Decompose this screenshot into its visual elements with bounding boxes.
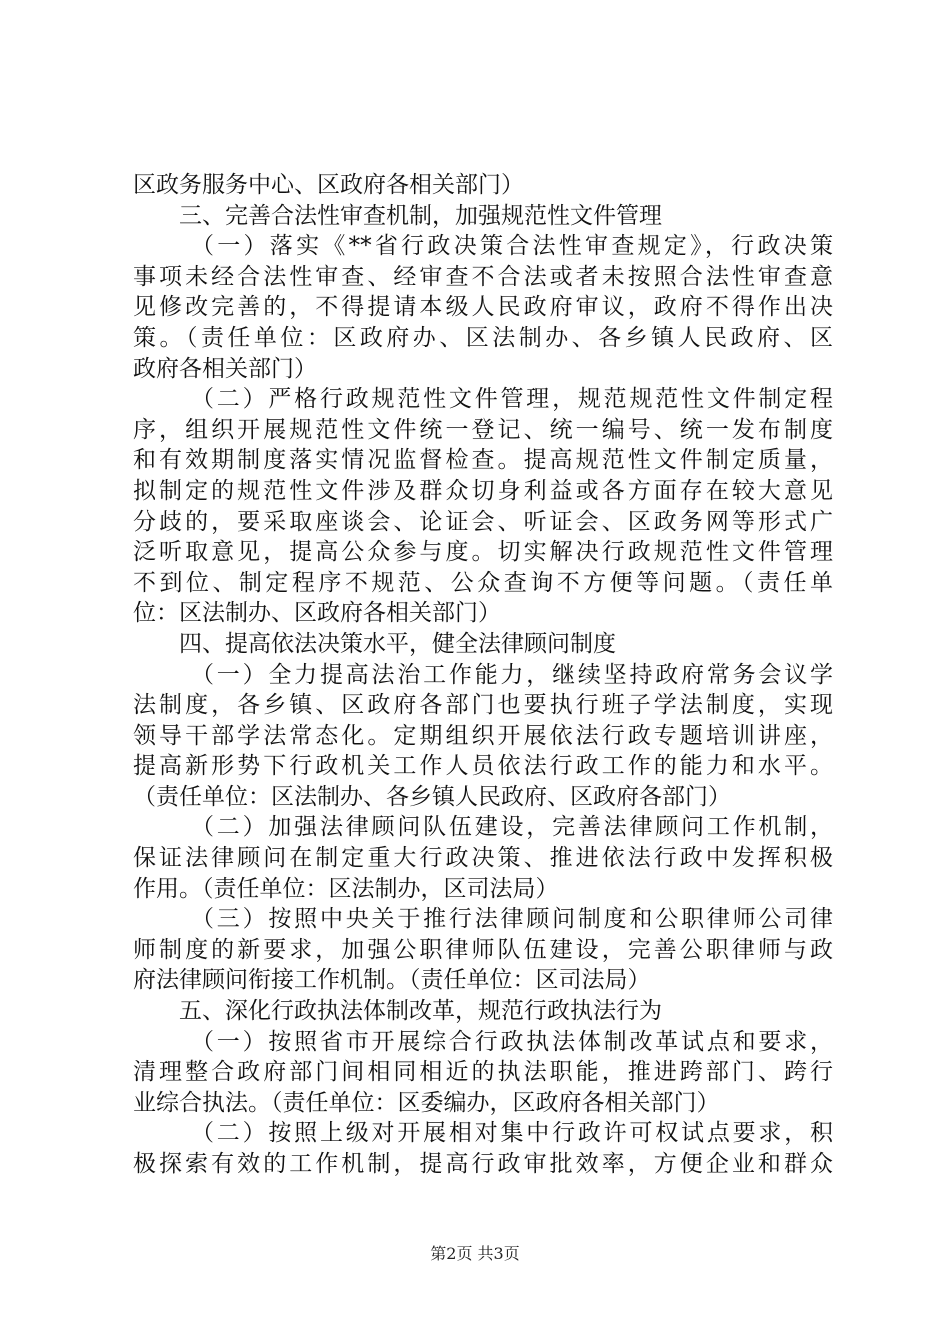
text-line: 清理整合政府部门间相同相近的执法职能，推进跨部门、跨行 — [133, 1059, 833, 1086]
text-line: 序，组织开展规范性文件统一登记、统一编号、统一发布制度 — [133, 416, 833, 443]
text-line: 拟制定的规范性文件涉及群众切身利益或各方面存在较大意见 — [133, 477, 833, 504]
text-line: （一）全力提高法治工作能力，继续坚持政府常务会议学 — [191, 661, 833, 688]
text-line: 师制度的新要求，加强公职律师队伍建设，完善公职律师与政 — [133, 936, 833, 963]
text-line: 四、提高依法决策水平，健全法律顾问制度 — [179, 630, 616, 657]
text-line: 位：区法制办、区政府各相关部门） — [133, 600, 501, 627]
page-footer: 第2页 共3页 — [430, 1244, 520, 1263]
text-line: 策。（责任单位：区政府办、区法制办、各乡镇人民政府、区 — [133, 324, 833, 351]
text-line: 五、深化行政执法体制改革，规范行政执法行为 — [179, 998, 662, 1025]
text-line: （三）按照中央关于推行法律顾问制度和公职律师公司律 — [191, 906, 833, 933]
text-line: 三、完善合法性审查机制，加强规范性文件管理 — [179, 202, 662, 229]
text-line: （二）严格行政规范性文件管理，规范规范性文件制定程 — [191, 386, 833, 413]
text-line: （责任单位：区法制办、各乡镇人民政府、区政府各部门） — [133, 783, 731, 810]
text-line: 事项未经合法性审查、经审查不合法或者未按照合法性审查意 — [133, 263, 833, 290]
text-line: 见修改完善的，不得提请本级人民政府审议，政府不得作出决 — [133, 294, 833, 321]
document-body — [133, 170, 833, 1180]
text-line: 府法律顾问衔接工作机制。（责任单位：区司法局） — [133, 967, 651, 994]
text-line: 分歧的，要采取座谈会、论证会、听证会、区政务网等形式广 — [133, 508, 833, 535]
text-line: 区政务服务中心、区政府各相关部门） — [133, 172, 524, 198]
text-line: （二）按照上级对开展相对集中行政许可权试点要求，积 — [191, 1120, 833, 1147]
text-line: 不到位、制定程序不规范、公众查询不方便等问题。（责任单 — [133, 569, 833, 596]
text-line: 法制度，各乡镇、区政府各部门也要执行班子学法制度，实现 — [133, 692, 833, 719]
text-line: 保证法律顾问在制定重大行政决策、推进依法行政中发挥积极 — [133, 845, 833, 872]
text-line: （一）落实《**省行政决策合法性审查规定》，行政决策 — [191, 233, 833, 260]
text-line: 政府各相关部门） — [133, 355, 317, 382]
text-line: 泛听取意见，提高公众参与度。切实解决行政规范性文件管理 — [133, 539, 833, 566]
text-line: （一）按照省市开展综合行政执法体制改革试点和要求， — [191, 1028, 833, 1055]
text-line: 极探索有效的工作机制，提高行政审批效率，方便企业和群众 — [133, 1151, 833, 1177]
text-line: 作用。（责任单位：区法制办，区司法局） — [133, 875, 559, 902]
text-line: 业综合执法。（责任单位：区委编办，区政府各相关部门） — [133, 1089, 720, 1116]
text-line: 领导干部学法常态化。定期组织开展依法行政专题培训讲座， — [133, 722, 833, 749]
text-line: 提高新形势下行政机关工作人员依法行政工作的能力和水平。 — [133, 753, 833, 780]
text-line: 和有效期制度落实情况监督检查。提高规范性文件制定质量， — [133, 447, 833, 474]
text-line: （二）加强法律顾问队伍建设，完善法律顾问工作机制， — [191, 814, 833, 841]
